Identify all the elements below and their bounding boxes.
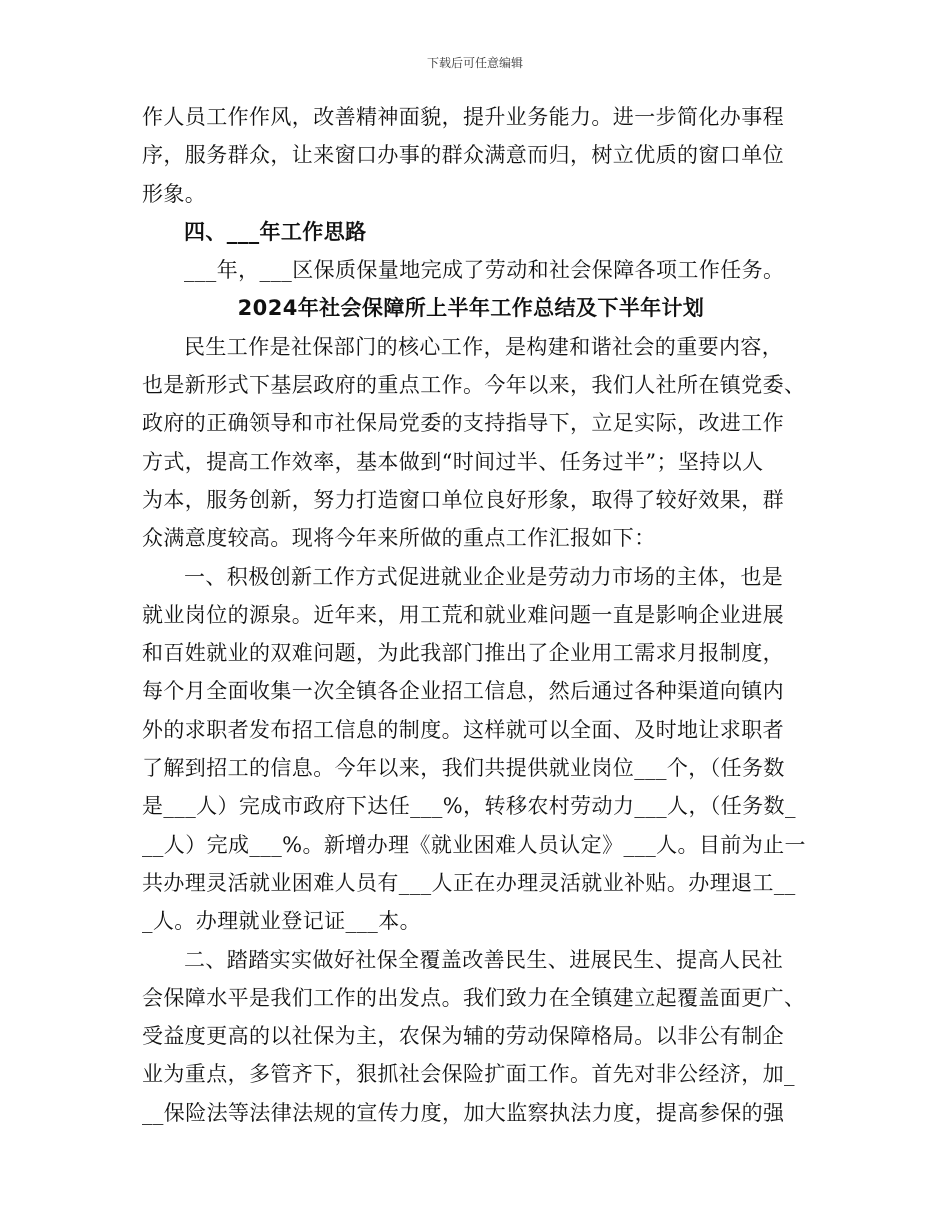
section-heading: 四、___年工作思路 [184, 219, 367, 244]
text-line: ___年，___区保质保量地完成了劳动和社会保障各项工作任务。 [184, 258, 785, 283]
text-line: 作人员工作作风，改善精神面貌，提升业务能力。进一步简化办事程 [142, 105, 784, 129]
text-line: 二、踏踏实实做好社保全覆盖改善民生、进展民生、提高人民社 [184, 947, 784, 972]
text-line: 众满意度较高。现将今年来所做的重点工作汇报如下： [142, 526, 656, 551]
text-line: 一、积极创新工作方式促进就业企业是劳动力市场的主体，也是 [184, 564, 784, 589]
text-line: 也是新形式下基层政府的重点工作。今年以来，我们人社所在镇党委、 [142, 373, 806, 398]
text-line: _人。办理就业登记证___本。 [142, 909, 421, 934]
text-line: 外的求职者发布招工信息的制度。这样就可以全面、及时地让求职者 [142, 717, 784, 742]
text-line: 为本，服务创新，努力打造窗口单位良好形象，取得了较好效果，群 [142, 487, 784, 512]
text-line: 业为重点，多管齐下，狠抓社会保险扩面工作。首先对非公经济，加_ [142, 1062, 795, 1087]
document-title: 2024年社会保障所上半年工作总结及下半年计划 [237, 296, 705, 321]
page-header: 下载后可任意编辑 [426, 56, 523, 70]
text-line: 了解到招工的信息。今年以来，我们共提供就业岗位___个，（任务数 [142, 756, 785, 781]
text-line: 共办理灵活就业困难人员有___人正在办理灵活就业补贴。办理退工__ [142, 870, 796, 895]
text-line: 受益度更高的以社保为主，农保为辅的劳动保障格局。以非公有制企 [142, 1024, 784, 1049]
text-line: 会保障水平是我们工作的出发点。我们致力在全镇建立起覆盖面更广、 [142, 985, 806, 1010]
text-line: 序，服务群众，让来窗口办事的群众满意而归，树立优质的窗口单位 [142, 143, 784, 168]
text-line: 方式，提高工作效率，基本做到“时间过半、任务过半”；坚持以人 [142, 449, 764, 474]
text-line: 形象。 [142, 181, 207, 206]
text-line: 民生工作是社保部门的核心工作，是构建和谐社会的重要内容， [184, 334, 784, 359]
text-line: 就业岗位的源泉。近年来，用工荒和就业难问题一直是影响企业进展 [142, 602, 784, 627]
text-line: 每个月全面收集一次全镇各企业招工信息，然后通过各种渠道向镇内 [142, 679, 784, 704]
text-line: 是___人）完成市政府下达任___%，转移农村劳动力___人，（任务数_ [142, 794, 796, 819]
text-line: 政府的正确领导和市社保局党委的支持指导下，立足实际，改进工作 [142, 411, 784, 436]
text-line: __保险法等法律法规的宣传力度，加大监察执法力度，提高参保的强 [142, 1100, 785, 1125]
text-line: __人）完成___%。新增办理《就业困难人员认定》___人。目前为止一 [142, 832, 806, 857]
text-line: 和百姓就业的双难问题，为此我部门推出了企业用工需求月报制度， [142, 641, 784, 666]
document-body [142, 98, 806, 1132]
